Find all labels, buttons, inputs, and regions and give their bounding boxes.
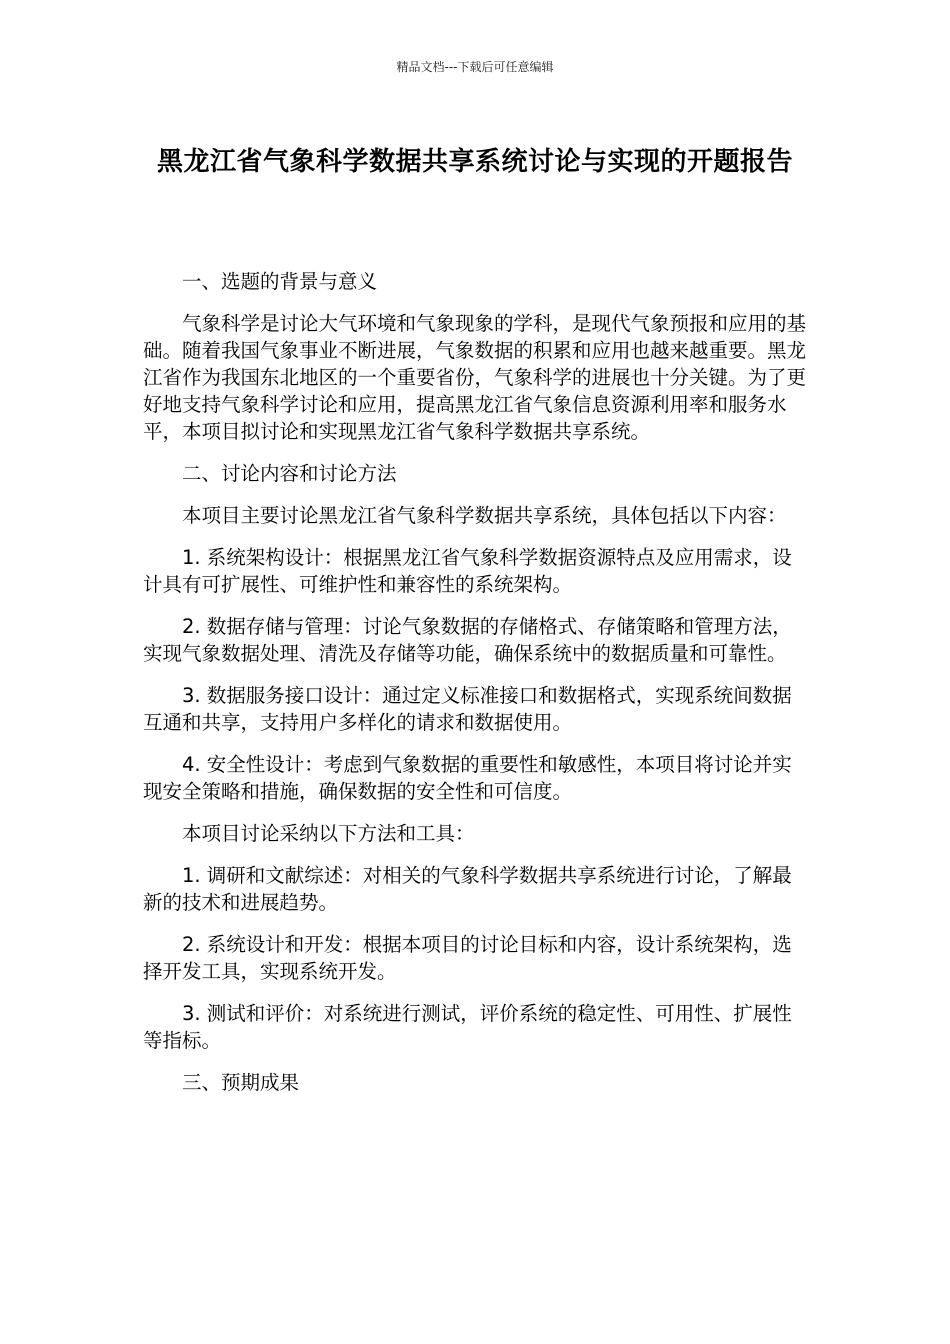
section-heading-research: 二、讨论内容和讨论方法: [182, 462, 397, 485]
header-note: 精品文档---下载后可任意编辑: [396, 60, 554, 74]
list-item-survey: 1. 调研和文献综述：对相关的气象科学数据共享系统进行讨论，了解最新的技术和进展趋势。: [143, 864, 792, 914]
paragraph-background: 气象科学是讨论大气环境和气象现象的学科，是现代气象预报和应用的基础。随着我国气象事业不断进展，气象数据的积累和应用也越来越重要。黑龙江省作为我国东北地区的一个重要省份，气象科学的进展也十分关键。为了更好地支持气象科学讨论和应用，提高黑龙江省气象信息资源利用率和服务水平，本项目拟讨论和实现黑龙江省气象科学数据共享系统。: [143, 312, 807, 443]
document-title: 黑龙江省气象科学数据共享系统讨论与实现的开题报告: [156, 147, 793, 177]
paragraph-methods-intro: 本项目讨论采纳以下方法和工具：: [182, 822, 475, 845]
list-item-design-dev: 2. 系统设计和开发：根据本项目的讨论目标和内容，设计系统架构，选择开发工具，实现系统开发。: [143, 933, 792, 983]
list-item-architecture: 1. 系统架构设计：根据黑龙江省气象科学数据资源特点及应用需求，设计具有可扩展性、可维护性和兼容性的系统架构。: [143, 546, 792, 596]
list-item-testing: 3. 测试和评价：对系统进行测试，评价系统的稳定性、可用性、扩展性等指标。: [143, 1002, 792, 1052]
section-heading-outcomes: 三、预期成果: [182, 1071, 300, 1094]
paragraph-research-intro: 本项目主要讨论黑龙江省气象科学数据共享系统，具体包括以下内容：: [182, 504, 787, 527]
document-body: [143, 268, 807, 1111]
section-heading-background: 一、选题的背景与意义: [182, 270, 378, 293]
list-item-interface: 3. 数据服务接口设计：通过定义标准接口和数据格式，实现系统间数据互通和共享，支持用户多样化的请求和数据使用。: [143, 684, 792, 734]
list-item-storage: 2. 数据存储与管理：讨论气象数据的存储格式、存储策略和管理方法，实现气象数据处理、清洗及存储等功能，确保系统中的数据质量和可靠性。: [143, 615, 792, 665]
list-item-security: 4. 安全性设计：考虑到气象数据的重要性和敏感性，本项目将讨论并实现安全策略和措施，确保数据的安全性和可信度。: [143, 753, 792, 803]
